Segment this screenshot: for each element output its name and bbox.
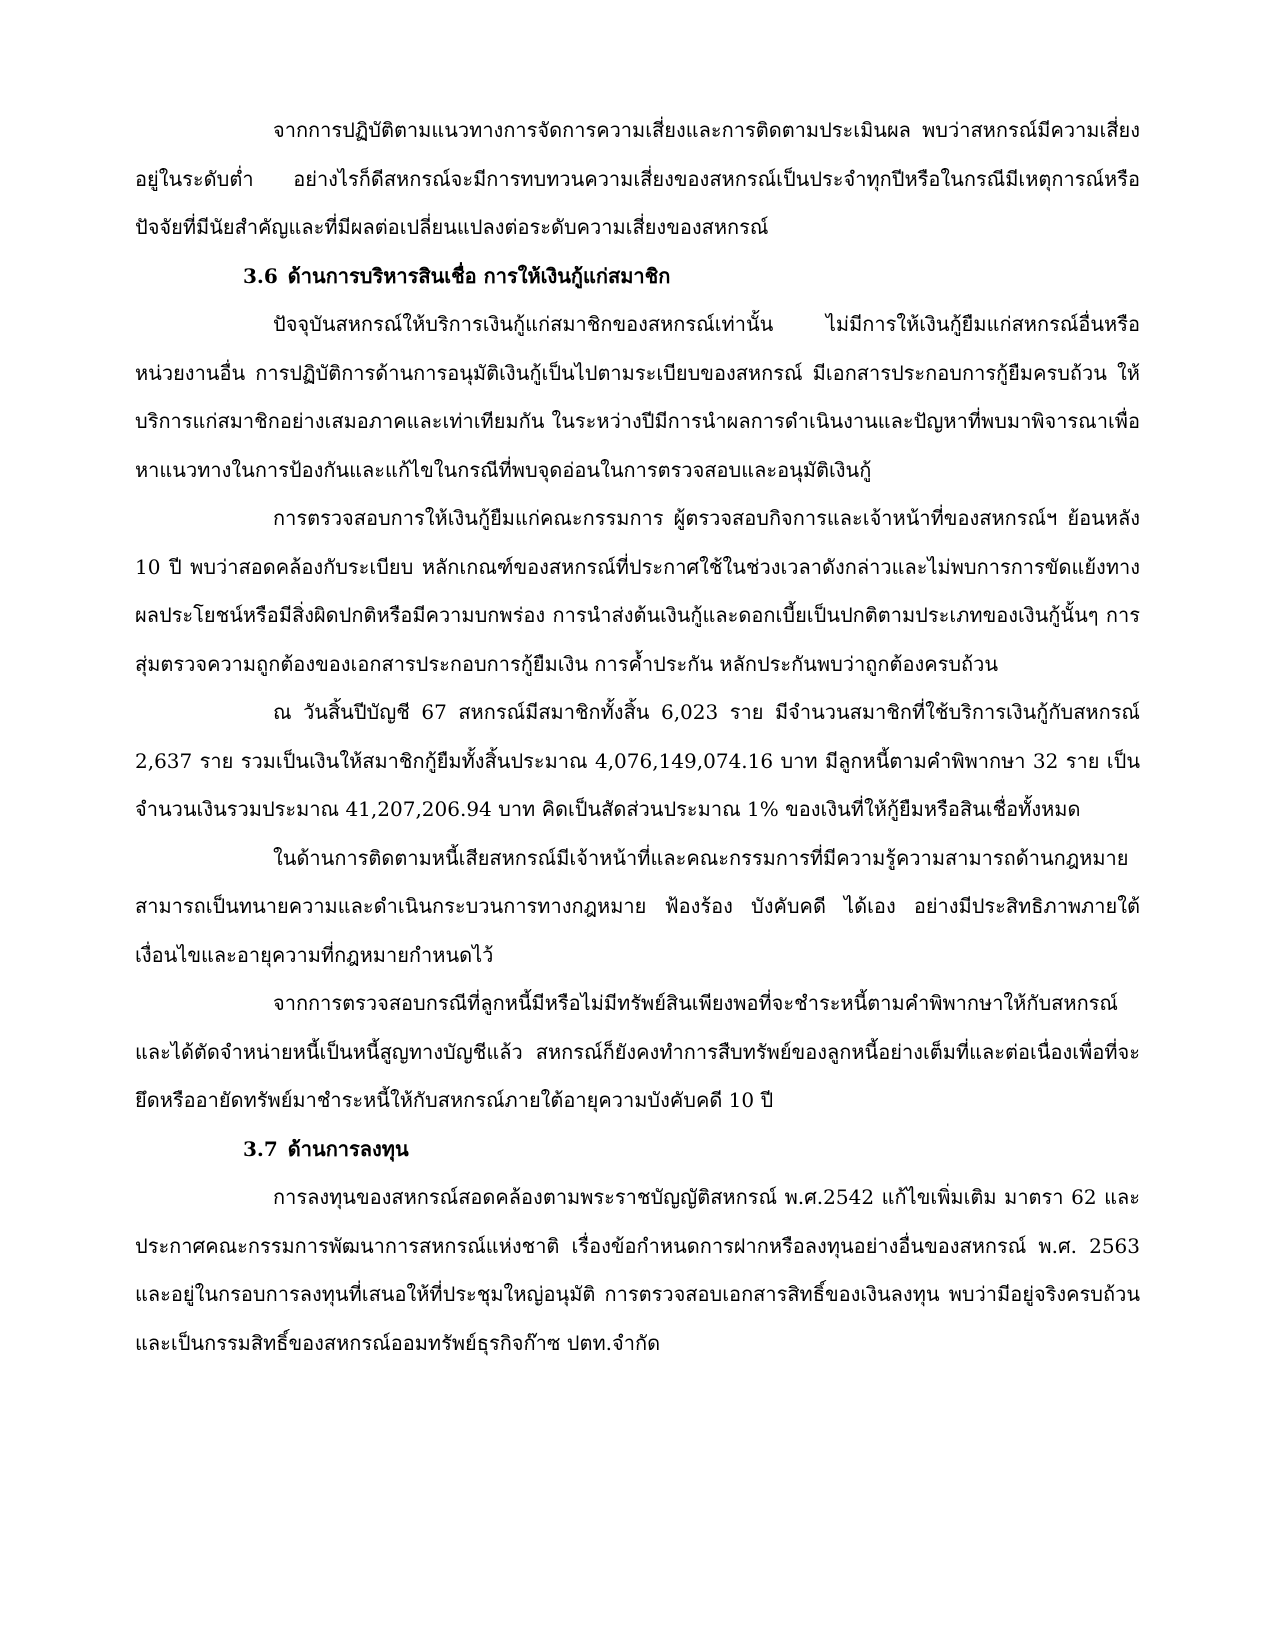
paragraph-asset-tracing: จากการตรวจสอบกรณีที่ลูกหนี้มีหรือไม่มีทรัพย์สินเพียงพอที่จะชำระหนี้ตามคำพิพากษาให้กับสหกรณ์และได้ตัดจำหน่ายหนี้เป็นหนี้สูญทางบัญชีแล้ว สหกรณ์ก็ยังคงทำการสืบทรัพย์ของลูกหนี้อย่างเต็มที่และต่อเนื่องเพื่อที่จะยึดหรืออายัดทรัพย์มาชำระหนี้ให้กับสหกรณ์ภายใต้อายุความบังคับคดี 10 ปี — [135, 991, 1140, 1112]
paragraph-bad-debt-follow-up: ในด้านการติดตามหนี้เสียสหกรณ์มีเจ้าหน้าที่และคณะกรรมการที่มีความรู้ความสามารถด้านกฎหมาย สามารถเป็นทนายความและดำเนินกระบวนการทางกฎหมาย ฟ้องร้อง บังคับคดี ได้เอง อย่างมีประสิทธิภาพภายใต้เงื่อนไขและอายุความที่กฎหมายกำหนดไว้ — [135, 845, 1140, 967]
paragraph-loan-service: ปัจจุบันสหกรณ์ให้บริการเงินกู้แก่สมาชิกของสหกรณ์เท่านั้น ไม่มีการให้เงินกู้ยืมแก่สหกรณ์อื่นหรือหน่วยงานอื่น การปฏิบัติการด้านการอนุมัติเงินกู้เป็นไปตามระเบียบของสหกรณ์ มีเอกสารประกอบการกู้ยืมครบถ้วน ให้บริการแก่สมาชิกอย่างเสมอภาคและเท่าเทียมกัน ในระหว่างปีมีการนำผลการดำเนินงานและปัญหาที่พบมาพิจารณาเพื่อหาแนวทางในการป้องกันและแก้ไขในกรณีที่พบจุดอ่อนในการตรวจสอบและอนุมัติเงินกู้ — [135, 312, 1140, 482]
section-number: 3.7 — [243, 1136, 278, 1161]
section-number: 3.6 — [243, 263, 278, 288]
paragraph-risk-assessment: จากการปฏิบัติตามแนวทางการจัดการความเสี่ยงและการติดตามประเมินผล พบว่าสหกรณ์มีความเสี่ยงอยู่ในระดับต่ำ อย่างไรก็ดีสหกรณ์จะมีการทบทวนความเสี่ยงของสหกรณ์เป็นประจำทุกปีหรือในกรณีมีเหตุการณ์หรือปัจจัยที่มีนัยสำคัญและที่มีผลต่อเปลี่ยนแปลงต่อระดับความเสี่ยงของสหกรณ์ — [135, 118, 1140, 239]
paragraph-investment: การลงทุนของสหกรณ์สอดคล้องตามพระราชบัญญัติสหกรณ์ พ.ศ.2542 แก้ไขเพิ่มเติม มาตรา 62 และประกาศคณะกรรมการพัฒนาการสหกรณ์แห่งชาติ เรื่องข้อกำหนดการฝากหรือลงทุนอย่างอื่นของสหกรณ์ พ.ศ. 2563 และอยู่ในกรอบการลงทุนที่เสนอให้ที่ประชุมใหญ่อนุมัติ การตรวจสอบเอกสารสิทธิ์ของเงินลงทุน พบว่ามีอยู่จริงครบถ้วนและเป็นกรรมสิทธิ์ของสหกรณ์ออมทรัพย์ธุรกิจก๊าซ ปตท.จำกัด — [135, 1185, 1141, 1355]
paragraph-member-statistics: ณ วันสิ้นปีบัญชี 67 สหกรณ์มีสมาชิกทั้งสิ้น 6,023 ราย มีจำนวนสมาชิกที่ใช้บริการเงินกู้กับสหกรณ์ 2,637 ราย รวมเป็นเงินให้สมาชิกกู้ยืมทั้งสิ้นประมาณ 4,076,149,074.16 บาท มีลูกหนี้ตามคำพิพากษา 32 ราย เป็นจำนวนเงินรวมประมาณ 41,207,206.94 บาท คิดเป็นสัดส่วนประมาณ 1% ของเงินที่ให้กู้ยืมหรือสินเชื่อทั้งหมด — [135, 700, 1140, 821]
section-heading-3-7 — [135, 1125, 1140, 1174]
section-title: ด้านการลงทุน — [287, 1136, 409, 1161]
paragraph-loan-audit: การตรวจสอบการให้เงินกู้ยืมแก่คณะกรรมการ ผู้ตรวจสอบกิจการและเจ้าหน้าที่ของสหกรณ์ฯ ย้อนหลัง 10 ปี พบว่าสอดคล้องกับระเบียบ หลักเกณฑ์ของสหกรณ์ที่ประกาศใช้ในช่วงเวลาดังกล่าวและไม่พบการการขัดแย้งทางผลประโยชน์หรือมีสิ่งผิดปกติหรือมีความบกพร่อง การนำส่งต้นเงินกู้และดอกเบี้ยเป็นปกติตามประเภทของเงินกู้นั้นๆ การสุ่มตรวจความถูกต้องของเอกสารประกอบการกู้ยืมเงิน การค้ำประกัน หลักประกันพบว่าถูกต้องครบถ้วน — [135, 506, 1140, 676]
section-title: ด้านการบริหารสินเชื่อ การให้เงินกู้แก่สมาชิก — [287, 263, 671, 288]
section-heading-3-6 — [135, 252, 1140, 301]
document-body — [135, 106, 1140, 1367]
